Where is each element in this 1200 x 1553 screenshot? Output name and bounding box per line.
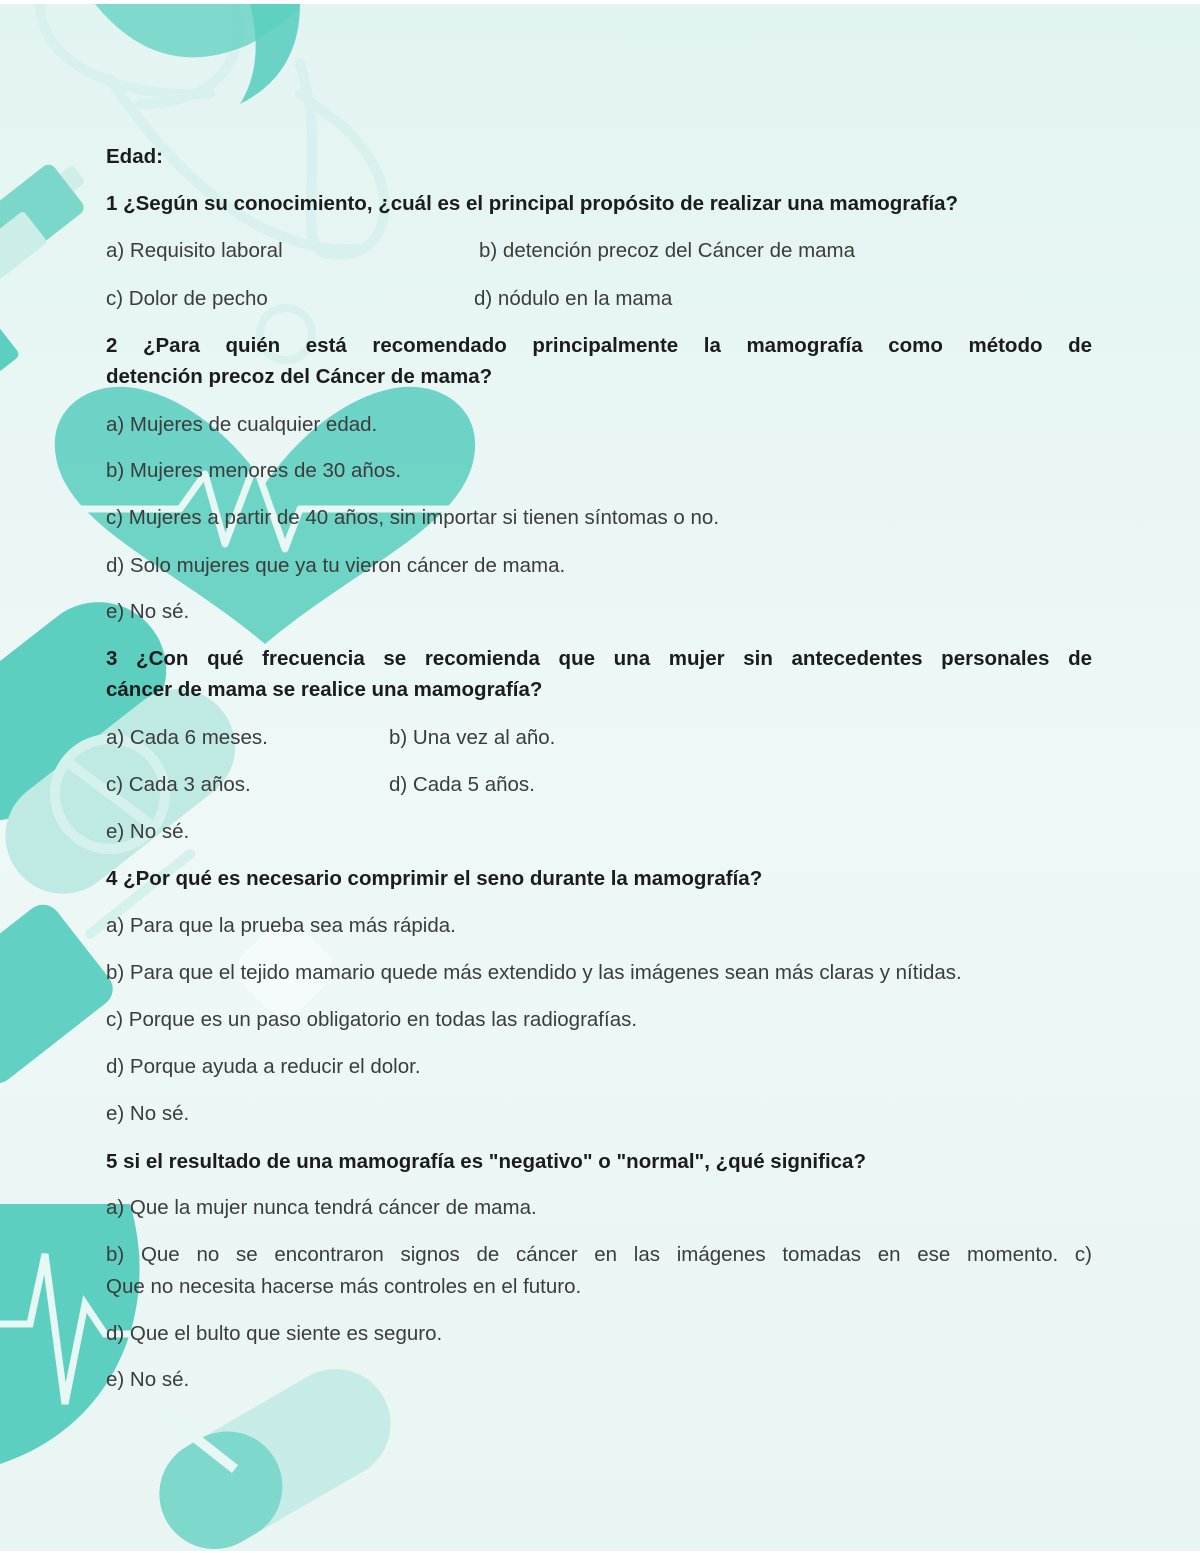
question-1: 1 ¿Según su conocimiento, ¿cuál es el principal propósito de realizar una mamografía? bbox=[106, 192, 959, 215]
q5-option-a: a) Que la mujer nunca tendrá cáncer de mama. bbox=[106, 1196, 537, 1219]
q1-option-b: b) detención precoz del Cáncer de mama bbox=[479, 239, 856, 262]
q3-option-e: e) No sé. bbox=[106, 820, 190, 843]
question-3-line-2: cáncer de mama se realice una mamografía? bbox=[106, 678, 543, 701]
q2-option-b: b) Mujeres menores de 30 años. bbox=[106, 459, 402, 482]
q2-option-c: c) Mujeres a partir de 40 años, sin importar si tienen síntomas o no. bbox=[106, 506, 720, 529]
q2-option-e: e) No sé. bbox=[106, 600, 190, 623]
q2-option-d: d) Solo mujeres que ya tu vieron cáncer de mama. bbox=[106, 554, 566, 577]
q5-option-d: d) Que el bulto que siente es seguro. bbox=[106, 1322, 443, 1345]
q1-option-d: d) nódulo en la mama bbox=[474, 287, 673, 310]
q1-option-c: c) Dolor de pecho bbox=[106, 287, 268, 310]
q3-option-b: b) Una vez al año. bbox=[389, 726, 556, 749]
q4-option-d: d) Porque ayuda a reducir el dolor. bbox=[106, 1055, 421, 1078]
question-4: 4 ¿Por qué es necesario comprimir el seno durante la mamografía? bbox=[106, 867, 763, 890]
syringe-icon bbox=[0, 161, 87, 373]
document-page bbox=[0, 4, 1200, 1551]
q5-option-b: b) Que no se encontraron signos de cáncer en las imágenes tomadas en ese momento. c) bbox=[106, 1243, 1092, 1266]
q2-option-a: a) Mujeres de cualquier edad. bbox=[106, 413, 378, 436]
age-label: Edad: bbox=[106, 145, 163, 168]
q4-option-b: b) Para que el tejido mamario quede más extendido y las imágenes sean más claras y nítidas. bbox=[106, 961, 962, 984]
q4-option-e: e) No sé. bbox=[106, 1102, 190, 1125]
question-2-line-2: detención precoz del Cáncer de mama? bbox=[106, 365, 493, 388]
q3-option-a: a) Cada 6 meses. bbox=[106, 726, 268, 749]
q4-option-c: c) Porque es un paso obligatorio en todas las radiografías. bbox=[106, 1008, 638, 1031]
q4-option-a: a) Para que la prueba sea más rápida. bbox=[106, 914, 456, 937]
question-2-line-1: 2 ¿Para quién está recomendado principalmente la mamografía como método de bbox=[106, 334, 1092, 357]
question-3-line-1: 3 ¿Con qué frecuencia se recomienda que una mujer sin antecedentes personales de bbox=[106, 647, 1092, 670]
question-5: 5 si el resultado de una mamografía es "negativo" o "normal", ¿qué significa? bbox=[106, 1150, 866, 1173]
q5-option-c: Que no necesita hacerse más controles en el futuro. bbox=[106, 1275, 582, 1298]
q1-option-a: a) Requisito laboral bbox=[106, 239, 283, 262]
q5-option-e: e) No sé. bbox=[106, 1368, 190, 1391]
q3-option-c: c) Cada 3 años. bbox=[106, 773, 251, 796]
q3-option-d: d) Cada 5 años. bbox=[389, 773, 535, 796]
